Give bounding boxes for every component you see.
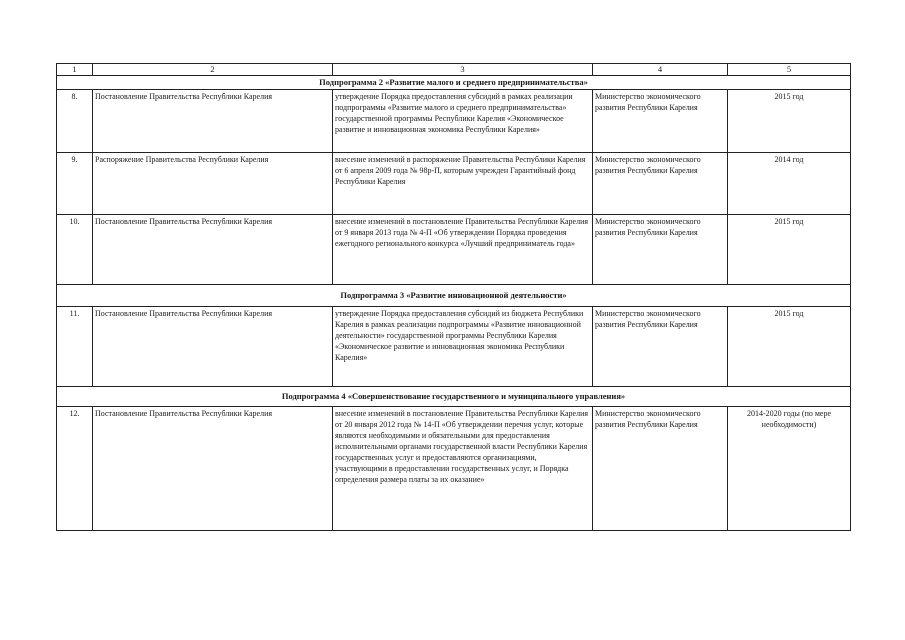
document-content: утверждение Порядка предоставления субсидий в рамках реализации подпрограммы «Развитие малого и среднего предпринимательства» государственной программы Республики Карелия «Экономическое развитие и инновационная экономика Республики Карелия» [333,90,593,153]
row-number: 12. [57,407,93,531]
section-title: Подпрограмма 3 «Развитие инновационной деятельности» [57,285,851,307]
term: 2015 год [728,215,851,285]
col-number-4: 4 [593,64,728,76]
executor: Министерство экономического развития Республики Карелия [593,407,728,531]
table-row [57,407,851,531]
document-content: внесение изменений в распоряжение Правительства Республики Карелия от 6 апреля 2009 года № 98р-П, которым учрежден Гарантийный фонд Республики Карелия [333,153,593,215]
program-table [56,63,851,531]
col-number-5: 5 [728,64,851,76]
document-type: Постановление Правительства Республики Карелия [93,407,333,531]
section-row [57,76,851,90]
term: 2014 год [728,153,851,215]
row-number: 8. [57,90,93,153]
section-row [57,285,851,307]
row-number: 9. [57,153,93,215]
section-title: Подпрограмма 4 «Совершенствование государственного и муниципального управления» [57,387,851,407]
table-row [57,215,851,285]
document-type: Постановление Правительства Республики Карелия [93,90,333,153]
executor: Министерство экономического развития Республики Карелия [593,153,728,215]
document-content: внесение изменений в постановление Правительства Республики Карелия от 9 января 2013 года № 4-П «Об утверждении Порядка проведения ежегодного регионального конкурса «Лучший предприниматель года» [333,215,593,285]
section-title: Подпрограмма 2 «Развитие малого и среднего предпринимательства» [57,76,851,90]
row-number: 11. [57,307,93,387]
row-number: 10. [57,215,93,285]
document-type: Постановление Правительства Республики Карелия [93,215,333,285]
col-number-3: 3 [333,64,593,76]
document-content: утверждение Порядка предоставления субсидий из бюджета Республики Карелия в рамках реализации подпрограммы «Развитие инновационной деятельности» государственной программы Республики Карелия «Экономическое развитие и инновационная экономика Республики Карелия» [333,307,593,387]
document-content: внесение изменений в постановление Правительства Республики Карелия от 20 января 2012 года № 14-П «Об утверждении перечня услуг, которые являются необходимыми и обязательными для предоставления исполнительными органами государственной власти Республики Карелия государственных услуг и предоставляются организациями, участвующими в предоставлении государственных услуг, и Порядка определения размера платы за их оказание» [333,407,593,531]
column-number-row [57,64,851,76]
term: 2015 год [728,307,851,387]
executor: Министерство экономического развития Республики Карелия [593,215,728,285]
term: 2014-2020 годы (по мере необходимости) [728,407,851,531]
table-row [57,90,851,153]
executor: Министерство экономического развития Республики Карелия [593,307,728,387]
col-number-1: 1 [57,64,93,76]
table-row [57,307,851,387]
section-row [57,387,851,407]
term: 2015 год [728,90,851,153]
document-type: Распоряжение Правительства Республики Карелия [93,153,333,215]
table-row [57,153,851,215]
executor: Министерство экономического развития Республики Карелия [593,90,728,153]
document-type: Постановление Правительства Республики Карелия [93,307,333,387]
col-number-2: 2 [93,64,333,76]
